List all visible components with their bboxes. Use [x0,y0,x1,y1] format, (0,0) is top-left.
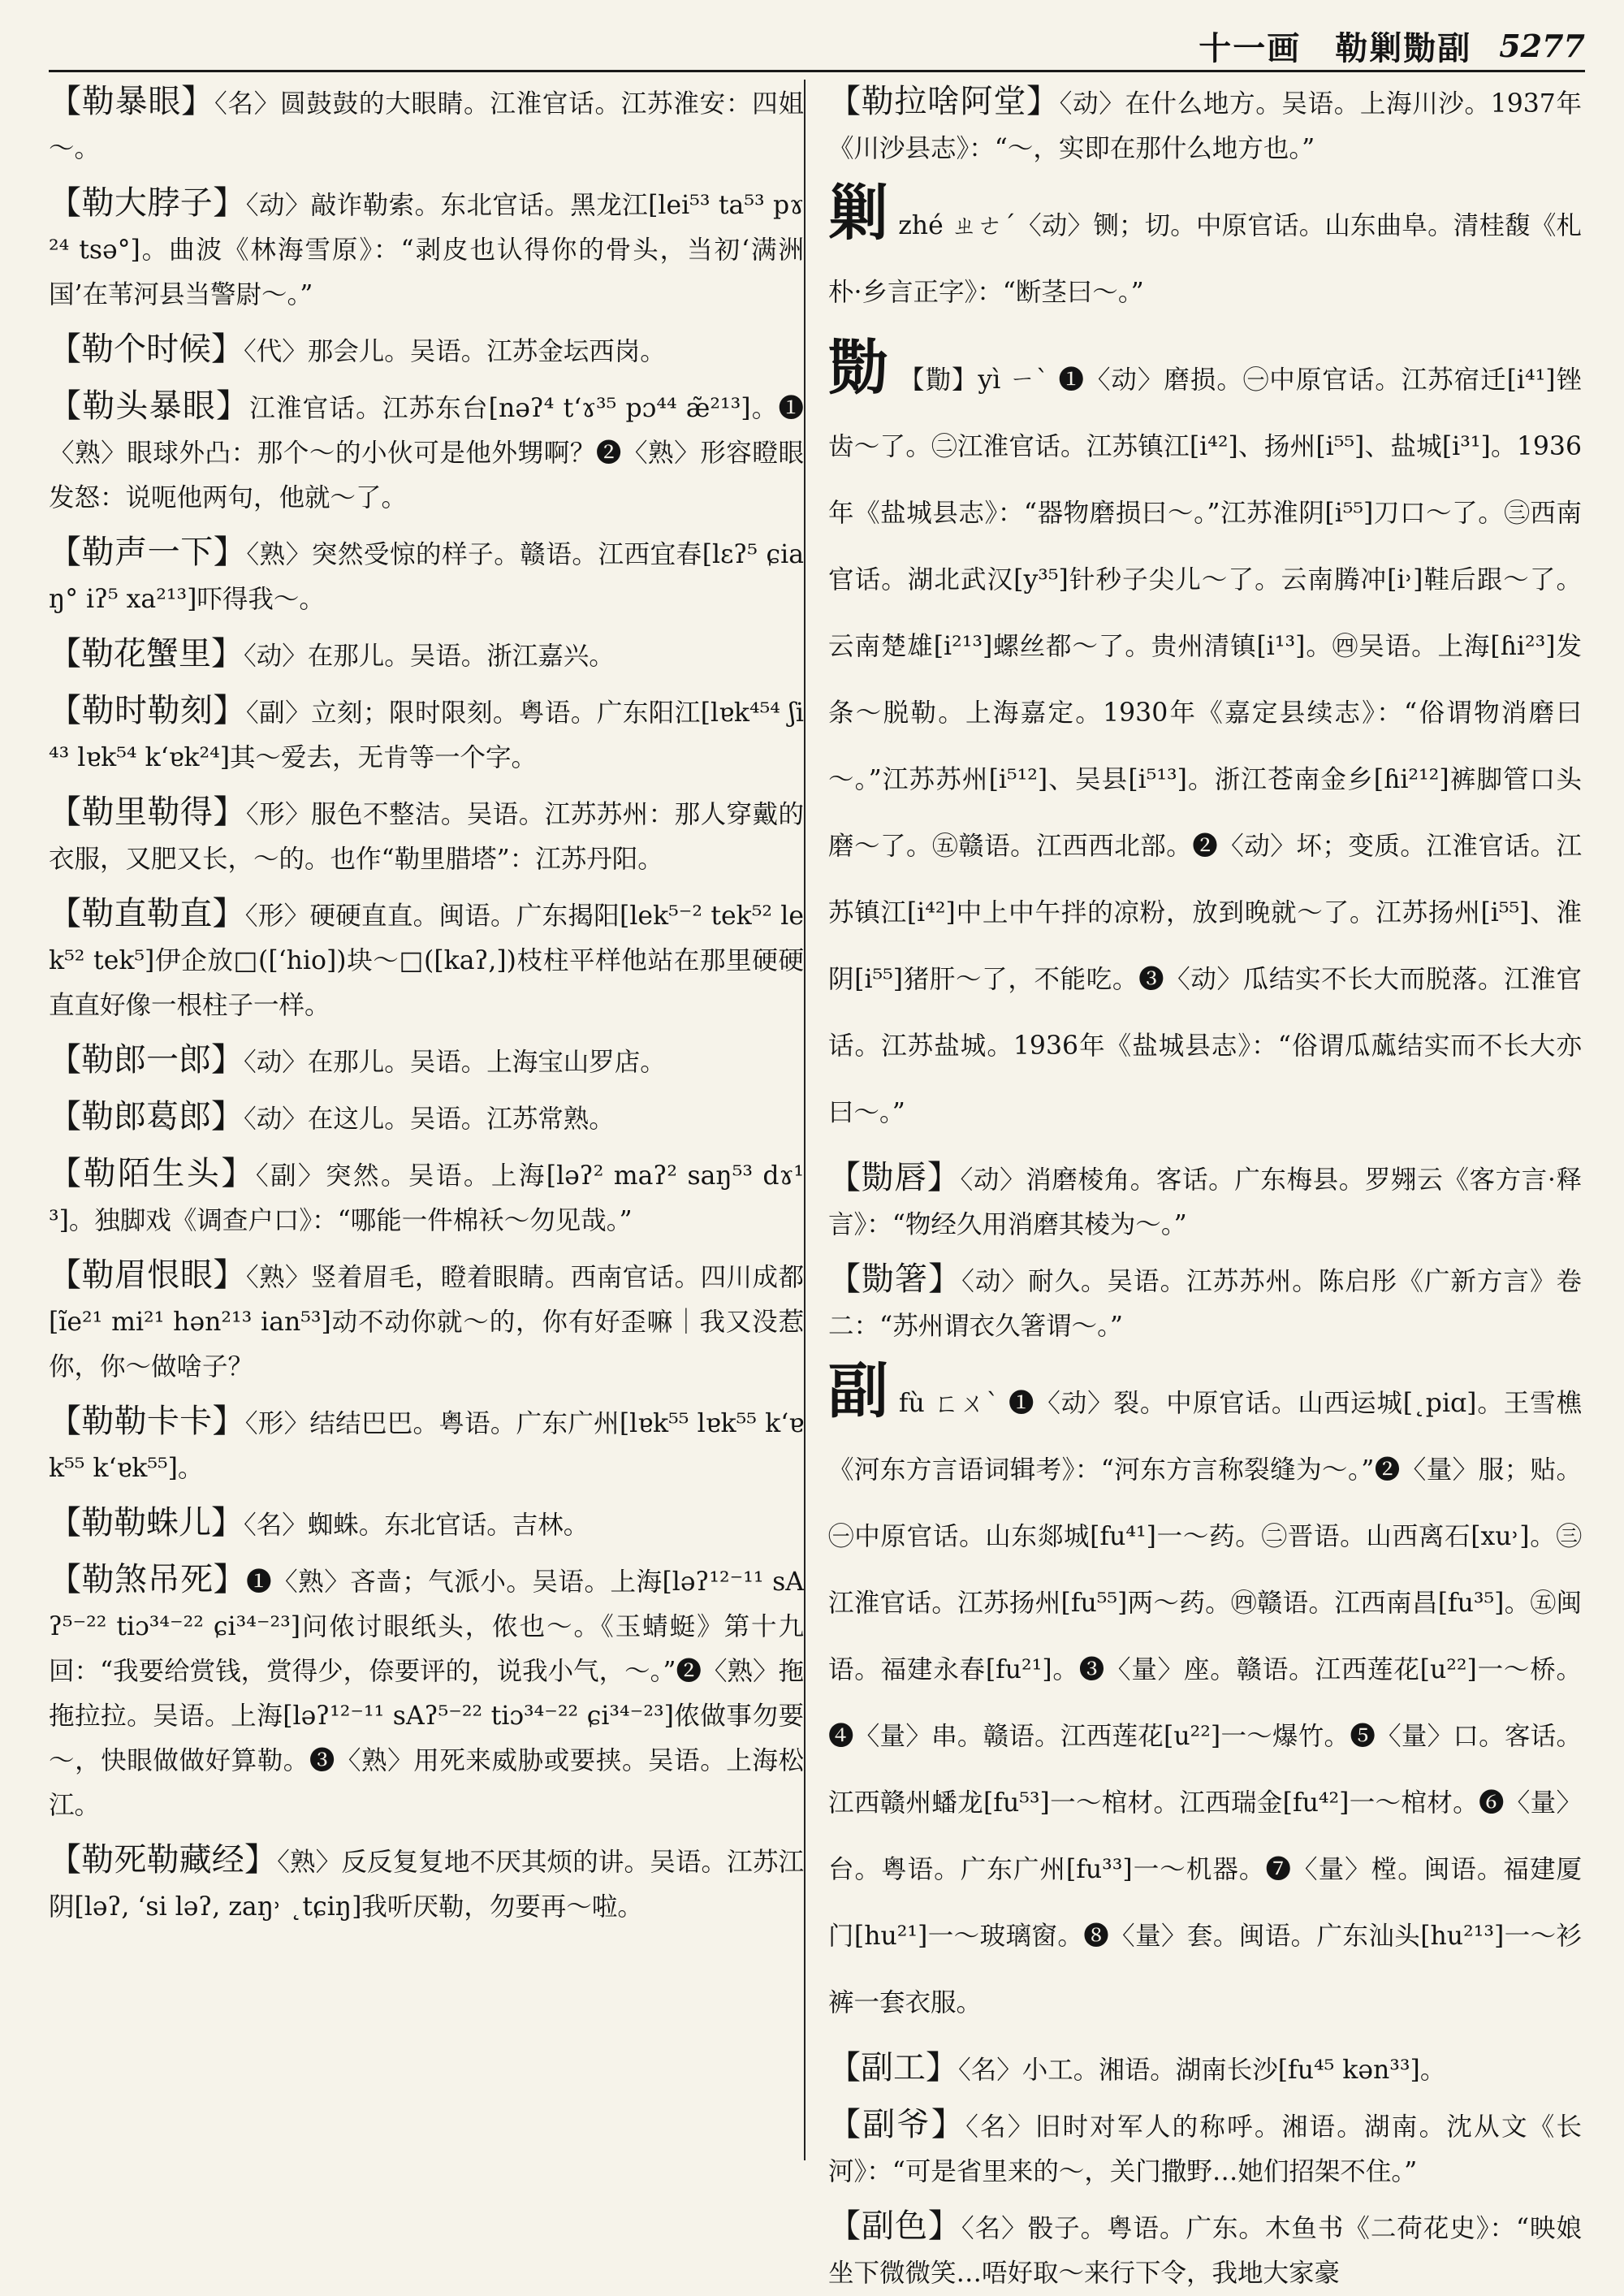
entry-definition: fù ㄈㄨˋ ❶〈动〉裂。中原官话。山西运城[˛piɑ]。王雪樵《河东方言语词辑考》：“河东方言称裂缝为～。”❷〈量〉服；贴。㊀中原官话。山东郯城[fu⁴¹]一～药。㊁晋语。山西离石[xu˒]。㊂江淮官话。江苏扬州[fu⁵⁵]两～药。㊃赣语。江西南昌[fu³⁵]。㊄闽语。福建永春[fu²¹]。❸〈量〉座。赣语。江西莲花[u²²]一～桥。❹〈量〉串。赣语。江西莲花[u²²]一～爆竹。❺〈量〉口。客话。江西赣州蟠龙[fu⁵³]一～棺材。江西瑞金[fu⁴²]一～棺材。❻〈量〉台。粤语。广东广州[fu³³]一～机器。❼〈量〉樘。闽语。福建厦门[hu²¹]一～玻璃窗。❽〈量〉套。闽语。广东汕头[hu²¹³]一～衫裤一套衣服。 [828,1389,1582,2017]
entry-headword: 【勒郎一郎】 [49,1041,244,1079]
entry-definition: 〈名〉旧时对军人的称呼。湘语。湖南。沈从文《长河》：“可是省里来的～，关门撒野…她们招架不住。” [828,2112,1582,2186]
head-character: 勚 [828,333,889,403]
dictionary-entry [49,1095,804,1142]
dictionary-entry [49,327,804,374]
dictionary-entry [49,689,804,780]
entry-definition: 〈熟〉竖着眉毛，瞪着眼睛。西南官话。四川成都[ĩe²¹ mi²¹ hən²¹³ ian⁵³]动不动你就～的，你有好歪嘛｜我又没惹你，你～做啥子？ [49,1263,805,1381]
right-column [828,80,1583,2288]
entry-definition: 〈熟〉反反复复地不厌其烦的讲。吴语。江苏江阴[ləʔ, ‘si ləʔ, zaŋ˒ ˛tɕiŋ]我听厌勒，勿要再～啦。 [49,1848,804,1922]
dictionary-entry [828,2204,1582,2296]
entry-definition: 〈代〉那会儿。吴语。江苏金坛西岗。 [244,337,666,366]
dictionary-entry [49,80,804,171]
entry-definition: 江淮官话。江苏东台[nəʔ⁴ t‘ɤ³⁵ pɔ⁴⁴ æ̃²¹³]。❶〈熟〉眼球外凸：那个～的小伙可是他外甥啊？❷〈熟〉形容瞪眼发怒：说呃他两句，他就～了。 [49,394,805,512]
entry-headword: 【勒勒蛛儿】 [49,1504,244,1541]
entry-headword: 【勒直勒直】 [49,895,245,932]
character-entry-fu [828,1356,1582,2036]
dictionary-entry [49,530,804,622]
entry-headword: 【勒时勒刻】 [49,692,246,729]
dictionary-entry [49,1399,804,1491]
dictionary-entry [49,384,804,521]
dictionary-entry [49,181,804,318]
dictionary-entry [49,1038,804,1085]
entry-definition: 〈动〉在这儿。吴语。江苏常熟。 [244,1105,615,1134]
dictionary-entry [49,1838,804,1930]
entry-headword: 【勒陌生头】 [49,1155,256,1192]
dictionary-entry [49,790,804,882]
character-entry-yi [828,335,1582,1146]
entry-definition: 〈副〉立刻；限时限刻。粤语。广东阳江[lɐk⁴⁵⁴ ʃi⁴³ lɐk⁵⁴ k‘ɐk²⁴]其～爱去，无肯等一个字。 [49,698,805,772]
entry-definition: 〈动〉消磨棱角。客话。广东梅县。罗翙云《客方言·释言》：“物经久用消磨其棱为～。” [828,1165,1583,1239]
entry-definition: 〈动〉在那儿。吴语。浙江嘉兴。 [244,642,615,671]
entry-definition: 【勩】yì ㄧˋ ❶〈动〉磨损。㊀中原官话。江苏宿迁[i⁴¹]锉齿～了。㊁江淮官话。江苏镇江[i⁴²]、扬州[i⁵⁵]、盐城[i³¹]。1936年《盐城县志》：“器物磨损曰～。”江苏淮阴[i⁵⁵]刀口～了。㊂西南官话。湖北武汉[y³⁵]针秒子尖儿～了。云南腾冲[i˒]鞋后跟～了。云南楚雄[i²¹³]螺丝都～了。贵州清镇[i¹³]。㊃吴语。上海[ɦi²³]发条～脱勒。上海嘉定。1930年《嘉定县续志》：“俗谓物消磨曰～。”江苏苏州[i⁵¹²]、吴县[i⁵¹³]。浙江苍南金乡[ɦi²¹²]裤脚管口头磨～了。㊄赣语。江西西北部。❷〈动〉坏；变质。江淮官话。江苏镇江[i⁴²]中上中午拌的凉粉，放到晚就～了。江苏扬州[i⁵⁵]、淮阴[i⁵⁵]猪肝～了，不能吃。❸〈动〉瓜结实不长大而脱落。江淮官话。江苏盐城。1936年《盐城县志》：“俗谓瓜蓏结实而不长大亦曰～。” [828,365,1583,1127]
dictionary-entry [49,1558,804,1828]
entry-definition: 〈熟〉突然受惊的样子。赣语。江西宜春[lɛʔ⁵ ɕiaŋ° iʔ⁵ xa²¹³]吓得我～。 [49,540,804,614]
entry-definition: 〈形〉服色不整洁。吴语。江苏苏州：那人穿戴的衣服，又肥又长，～的。也作“勒里腊塔”：江苏丹阳。 [49,800,805,874]
entry-headword: 【勒暴眼】 [49,83,214,120]
entry-headword: 【勒郎葛郎】 [49,1098,244,1135]
entry-headword: 【勒个时候】 [49,331,244,368]
dictionary-entry [49,892,804,1028]
dictionary-entry [828,1156,1582,1247]
dictionary-entry [49,1253,804,1390]
entry-definition: 〈名〉骰子。粤语。广东。木鱼书《二荷花史》：“映娘坐下微微笑…唔好取～来行下令，我地大家豪 [828,2214,1583,2288]
entry-headword: 【勒声一下】 [49,534,247,571]
entry-definition: 〈形〉硬硬直直。闽语。广东揭阳[lek⁵⁻² tek⁵² lek⁵² tek⁵]伊企放□([‘hio])块～□([kaʔ,])枝柱平样他站在那里硬硬直直好像一根柱子一样。 [49,902,804,1020]
entry-headword: 【勒勒卡卡】 [49,1403,245,1440]
entry-definition: 〈动〉在那儿。吴语。上海宝山罗店。 [244,1048,666,1077]
entry-definition: 〈名〉小工。湘语。湖南长沙[fu⁴⁵ kən³³]。 [958,2056,1446,2085]
entry-headword: 【勒头暴眼】 [49,387,250,425]
head-character: 剿 [828,179,889,249]
entry-definition: 〈动〉耐久。吴语。江苏苏州。陈启彤《广新方言》卷二：“苏州谓衣久箸谓～。” [828,1267,1582,1341]
entry-definition: 〈副〉突然。吴语。上海[ləʔ² maʔ² saŋ⁵³ dɤ¹³]。独脚戏《调查户口》：“哪能一件棉袄～勿见哉。” [49,1161,804,1235]
entry-definition: zhé ㄓㄜˊ〈动〉铡；切。中原官话。山东曲阜。清桂馥《札朴·乡言正字》：“断茎曰～。” [828,211,1583,307]
dictionary-entry [828,2046,1582,2093]
entry-headword: 【勒死勒藏经】 [49,1841,278,1879]
dictionary-entry [828,1257,1582,1349]
dictionary-entry [828,2103,1582,2194]
head-character: 副 [828,1356,889,1426]
entry-definition: 〈形〉结结巴巴。粤语。广东广州[lɐk⁵⁵ lɐk⁵⁵ k‘ɐk⁵⁵ k‘ɐk⁵⁵]。 [49,1409,805,1483]
entry-definition: 〈动〉敲诈勒索。东北官话。黑龙江[lei⁵³ ta⁵³ pɤ²⁴ tsə°]。曲波《林海雪原》：“剥皮也认得你的骨头，当初‘满洲国’在苇河县当警尉～。” [49,191,804,309]
left-column [49,80,804,2160]
entry-headword: 【勒煞吊死】 [49,1561,247,1598]
entry-definition: ❶〈熟〉吝啬；气派小。吴语。上海[ləʔ¹²⁻¹¹ sAʔ⁵⁻²² tiɔ³⁴⁻²² ɕi³⁴⁻²³]问侬讨眼纸头，侬也～。《玉蜻蜓》第十九回：“我要给赏钱，赏得少，倷要评的，说我小气，～。”❷〈熟〉拖拖拉拉。吴语。上海[ləʔ¹²⁻¹¹ sAʔ⁵⁻²² tiɔ³⁴⁻²² ɕi³⁴⁻²³]侬做事勿要～，快眼做做好算勒。❸〈熟〉用死来威胁或要挟。吴语。上海松江。 [49,1567,804,1820]
entry-headword: 【副工】 [828,2049,958,2086]
dictionary-entry [49,632,804,679]
page-number: 5277 [1499,27,1585,64]
dictionary-entry [49,1501,804,1548]
dictionary-entry [828,80,1582,171]
entry-definition: 〈名〉圆鼓鼓的大眼睛。江淮官话。江苏淮安：四姐～。 [49,89,804,163]
entry-headword: 【勒大脖子】 [49,184,246,222]
running-title: 十一画 勒剿勚副 [1199,29,1472,67]
dictionary-entry [49,1152,804,1243]
entry-headword: 【副爷】 [828,2106,966,2143]
entry-headword: 【勒里勒得】 [49,793,246,831]
character-entry-zhe [828,181,1582,326]
entry-headword: 【勒花蟹里】 [49,635,244,672]
entry-headword: 【勚箸】 [828,1260,962,1298]
entry-headword: 【勒拉啥阿堂】 [828,83,1060,120]
entry-definition: 〈动〉在什么地方。吴语。上海川沙。1937年《川沙县志》：“～，实即在那什么地方也。” [828,89,1583,163]
entry-headword: 【副色】 [828,2207,961,2245]
page-header [49,21,1585,72]
column-divider [804,80,806,2160]
entry-headword: 【勚唇】 [828,1159,961,1196]
entry-headword: 【勒眉恨眼】 [49,1256,246,1294]
entry-definition: 〈名〉蜘蛛。东北官话。吉林。 [244,1511,590,1540]
